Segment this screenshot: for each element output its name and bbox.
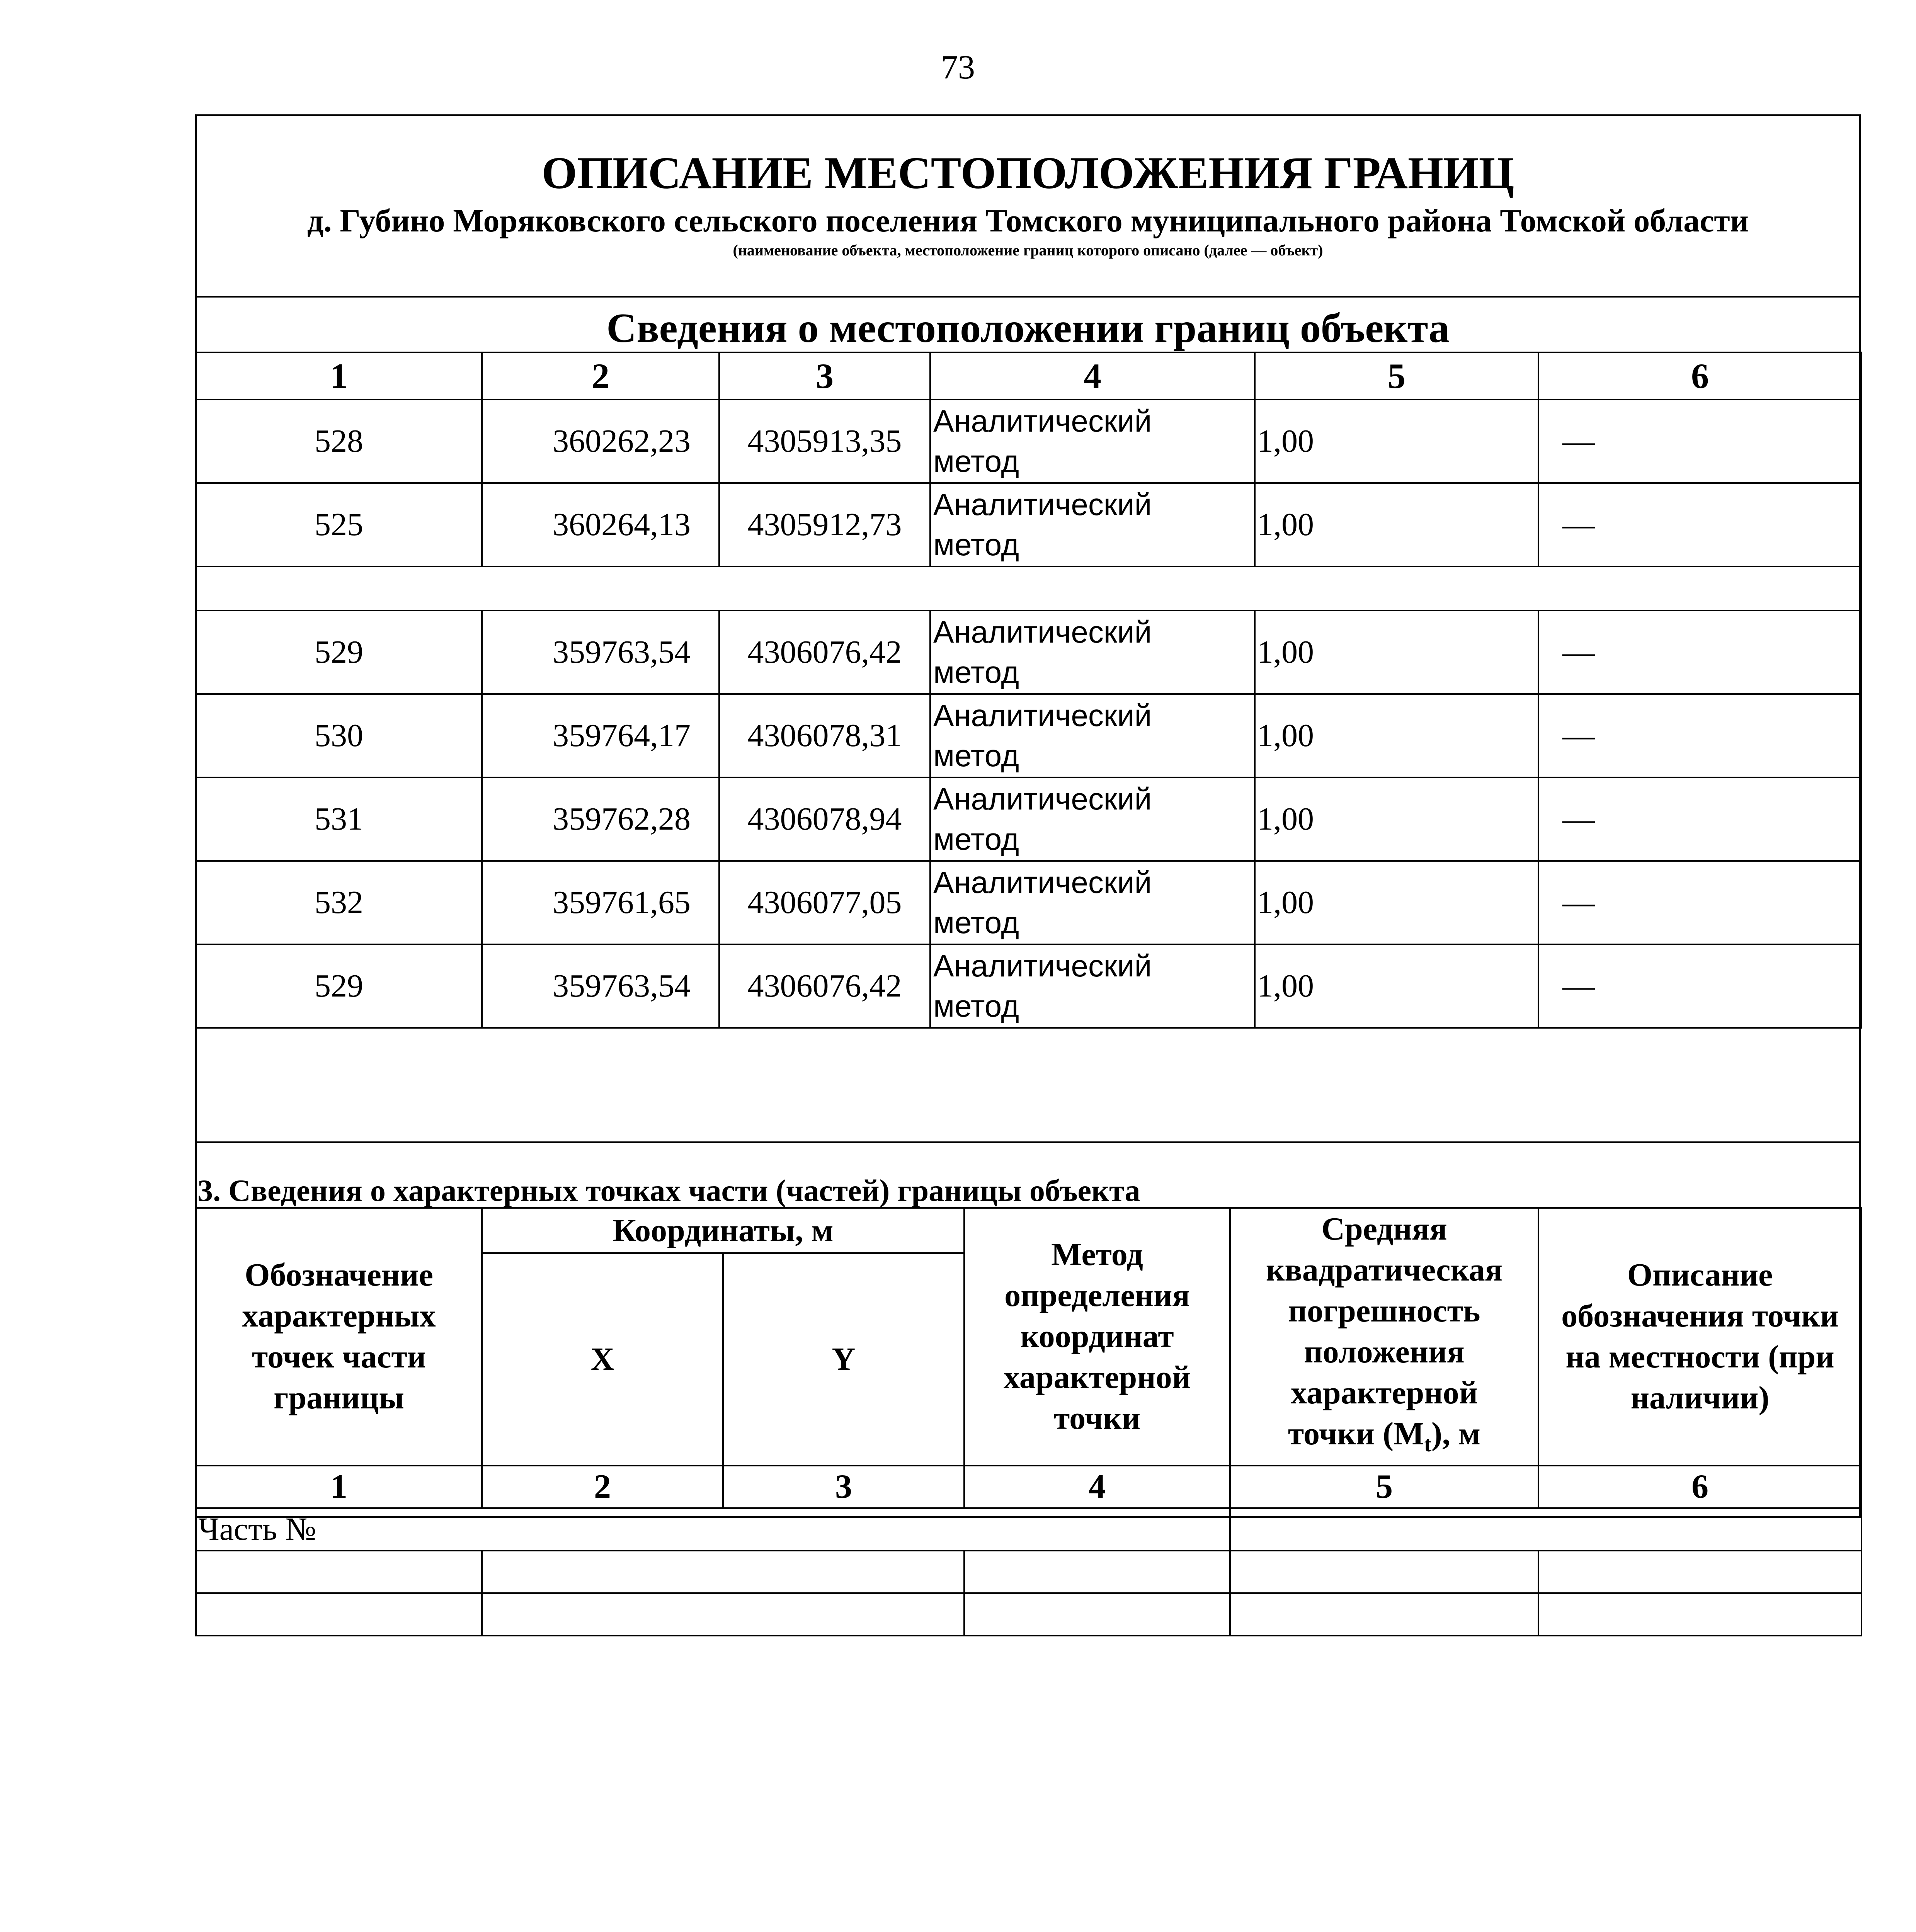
empty-cell: [1538, 1551, 1862, 1593]
empty-cell: [1230, 1551, 1538, 1593]
table-row: [196, 483, 1862, 566]
method: Аналитический метод: [930, 861, 1255, 944]
table-row: [196, 694, 1862, 777]
contour-separator-row: [196, 566, 1862, 611]
coord-x: 359762,28: [482, 777, 719, 861]
mean-error: 1,00: [1255, 944, 1538, 1028]
method: Аналитический метод: [930, 611, 1255, 694]
coord-x: 359763,54: [482, 944, 719, 1028]
col-number: 1: [196, 1466, 482, 1508]
col-number: 3: [723, 1466, 964, 1508]
header-row-1: [196, 1208, 1862, 1253]
coord-x: 360262,23: [482, 400, 719, 483]
part-points-table: [195, 1207, 1862, 1636]
page-number: 73: [941, 49, 975, 86]
empty-cell: [482, 1551, 964, 1593]
method: Аналитический метод: [930, 483, 1255, 566]
mean-error: 1,00: [1255, 777, 1538, 861]
method: Аналитический метод: [930, 400, 1255, 483]
empty-cell: [1230, 1508, 1862, 1551]
section-title: Сведения о местоположении границ объекта: [197, 298, 1859, 353]
boundary-points-table: [195, 352, 1862, 1029]
mean-error: 1,00: [1255, 611, 1538, 694]
method: Аналитический метод: [930, 944, 1255, 1028]
table-row: [196, 1551, 1862, 1593]
part-label: Часть №: [196, 1508, 1230, 1551]
table-row: [196, 861, 1862, 944]
method: Аналитический метод: [930, 694, 1255, 777]
header-y: Y: [723, 1253, 964, 1466]
header-mean-error: Средняя квадратическая погрешность положения характерной точки $(M_t)$, м: [1230, 1208, 1538, 1466]
table-row: [196, 611, 1862, 694]
column-numbers-row: [196, 1466, 1862, 1508]
object-subtitle: д. Губино Моряковского сельского поселения Томского муниципального района Томской области: [307, 203, 1749, 239]
empty-cell: [1230, 1593, 1538, 1636]
col-number: 5: [1230, 1466, 1538, 1508]
point-number: 529: [196, 944, 482, 1028]
point-description: —: [1538, 777, 1862, 861]
mean-error: 1,00: [1255, 694, 1538, 777]
col-number: 3: [719, 352, 930, 400]
mean-error: 1,00: [1255, 861, 1538, 944]
empty-cell: [196, 1551, 482, 1593]
coord-y: 4306076,42: [719, 944, 930, 1028]
point-number: 529: [196, 611, 482, 694]
empty-cell: [1538, 1593, 1862, 1636]
document-header: [197, 116, 1859, 298]
mean-error: 1,00: [1255, 400, 1538, 483]
main-title: ОПИСАНИЕ МЕСТОПОЛОЖЕНИЯ ГРАНИЦ: [541, 148, 1514, 198]
header-point-designation: Обозначение характерных точек части границы: [196, 1208, 482, 1466]
col-number: 2: [482, 352, 719, 400]
point-number: 528: [196, 400, 482, 483]
coord-x: 360264,13: [482, 483, 719, 566]
coord-y: 4306078,31: [719, 694, 930, 777]
point-description: —: [1538, 944, 1862, 1028]
header-point-description: Описание обозначения точки на местности (при наличии): [1538, 1208, 1862, 1466]
col-number: 1: [196, 352, 482, 400]
mean-error: 1,00: [1255, 483, 1538, 566]
col-number: 4: [930, 352, 1255, 400]
empty-separator-cell: [196, 566, 1862, 611]
table-row: [196, 400, 1862, 483]
section3-title: 3. Сведения о характерных точках части (частей) границы объекта: [197, 1141, 1859, 1207]
col-number: 6: [1538, 1466, 1862, 1508]
coord-x: 359764,17: [482, 694, 719, 777]
table-row: [196, 1593, 1862, 1636]
coord-y: 4306076,42: [719, 611, 930, 694]
point-description: —: [1538, 400, 1862, 483]
part-number-row: [196, 1508, 1862, 1551]
column-numbers-row: [196, 352, 1862, 400]
coord-y: 4305913,35: [719, 400, 930, 483]
header-coordinates: Координаты, м: [482, 1208, 964, 1253]
object-caption: (наименование объекта, местоположение границ которого описано (далее — объект): [733, 242, 1323, 259]
point-description: —: [1538, 694, 1862, 777]
point-number: 532: [196, 861, 482, 944]
coord-x: 359763,54: [482, 611, 719, 694]
point-description: —: [1538, 861, 1862, 944]
empty-cell: [964, 1551, 1230, 1593]
col-number: 2: [482, 1466, 723, 1508]
point-number: 525: [196, 483, 482, 566]
coord-y: 4306077,05: [719, 861, 930, 944]
coord-x: 359761,65: [482, 861, 719, 944]
empty-cell: [196, 1593, 482, 1636]
document-frame: [195, 114, 1861, 1547]
empty-cell: [964, 1593, 1230, 1636]
empty-cell: [482, 1593, 964, 1636]
header-x: X: [482, 1253, 723, 1466]
header-method: Метод определения координат характерной точки: [964, 1208, 1230, 1466]
table-row: [196, 777, 1862, 861]
method: Аналитический метод: [930, 777, 1255, 861]
point-number: 530: [196, 694, 482, 777]
point-number: 531: [196, 777, 482, 861]
col-number: 6: [1538, 352, 1862, 400]
point-description: —: [1538, 611, 1862, 694]
coord-y: 4305912,73: [719, 483, 930, 566]
coord-y: 4306078,94: [719, 777, 930, 861]
col-number: 4: [964, 1466, 1230, 1508]
point-description: —: [1538, 483, 1862, 566]
col-number: 5: [1255, 352, 1538, 400]
table-row: [196, 944, 1862, 1028]
